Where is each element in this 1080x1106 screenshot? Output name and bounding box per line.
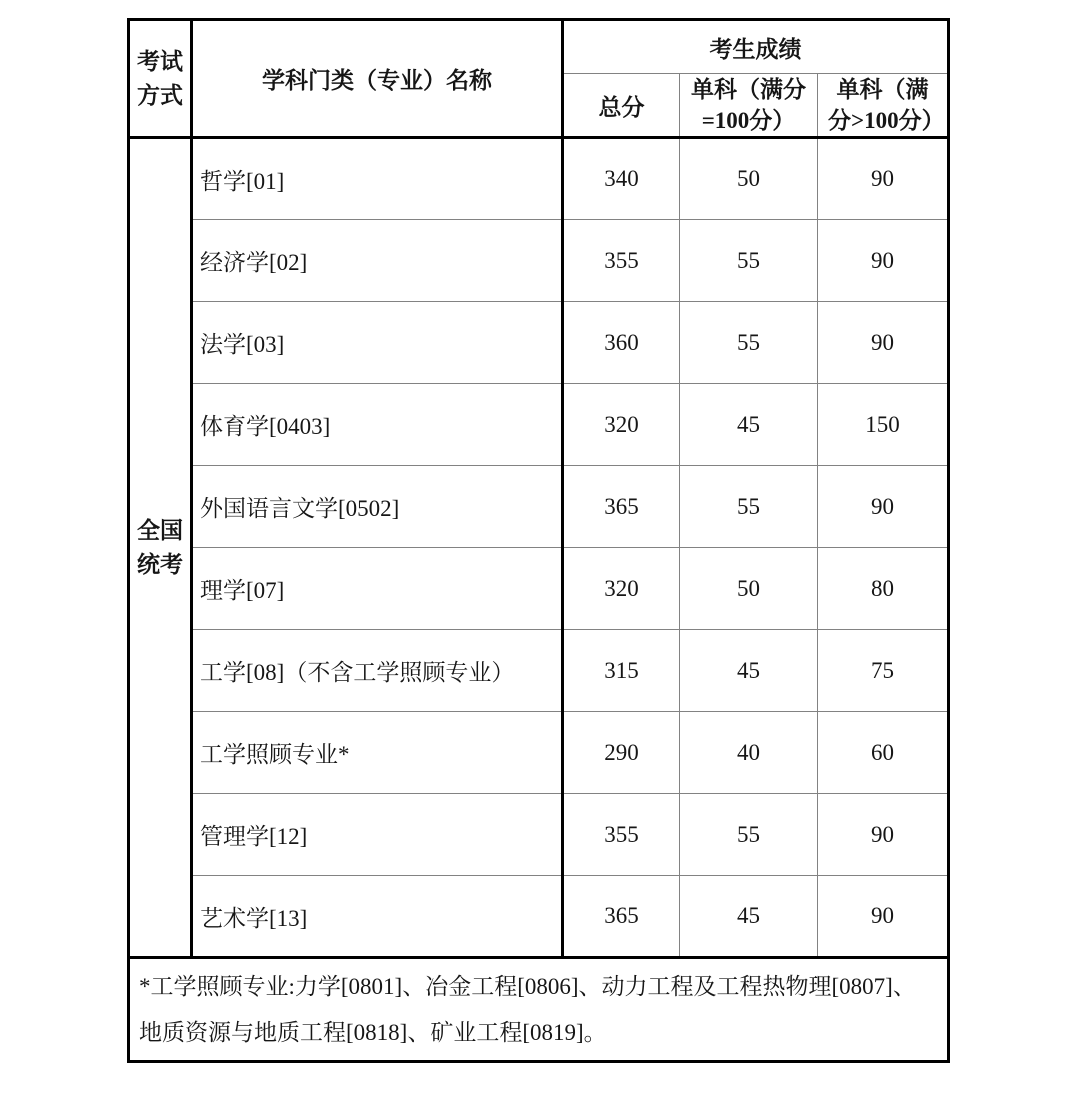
- discipline-cell: 体育学[0403]: [192, 384, 563, 466]
- single-over-100-cell: 90: [818, 220, 949, 302]
- total-score-cell: 315: [563, 630, 680, 712]
- discipline-cell: 艺术学[13]: [192, 876, 563, 958]
- total-score-cell: 365: [563, 466, 680, 548]
- single-100-cell: 55: [680, 220, 818, 302]
- discipline-cell: 法学[03]: [192, 302, 563, 384]
- single-100-cell: 55: [680, 466, 818, 548]
- discipline-cell: 工学照顾专业*: [192, 712, 563, 794]
- header-row-1: [129, 20, 949, 74]
- single-over-100-cell: 90: [818, 138, 949, 220]
- header-exam-method: 考试方式: [129, 20, 192, 138]
- footnote: *工学照顾专业:力学[0801]、冶金工程[0806]、动力工程及工程热物理[0807]、地质资源与地质工程[0818]、矿业工程[0819]。: [129, 958, 949, 1062]
- single-100-cell: 50: [680, 138, 818, 220]
- table-row: [129, 220, 949, 302]
- total-score-cell: 290: [563, 712, 680, 794]
- discipline-cell: 经济学[02]: [192, 220, 563, 302]
- single-over-100-cell: 75: [818, 630, 949, 712]
- single-over-100-cell: 150: [818, 384, 949, 466]
- header-single-subject-over-100: 单科（满分>100分）: [818, 74, 949, 138]
- single-100-cell: 45: [680, 876, 818, 958]
- header-discipline-name: 学科门类（专业）名称: [192, 20, 563, 138]
- single-over-100-cell: 90: [818, 302, 949, 384]
- total-score-cell: 355: [563, 794, 680, 876]
- single-over-100-cell: 90: [818, 876, 949, 958]
- single-over-100-cell: 90: [818, 466, 949, 548]
- single-over-100-cell: 80: [818, 548, 949, 630]
- total-score-cell: 360: [563, 302, 680, 384]
- discipline-cell: 哲学[01]: [192, 138, 563, 220]
- discipline-cell: 外国语言文学[0502]: [192, 466, 563, 548]
- single-100-cell: 40: [680, 712, 818, 794]
- single-100-cell: 45: [680, 384, 818, 466]
- table-row: [129, 466, 949, 548]
- single-100-cell: 55: [680, 794, 818, 876]
- discipline-cell: 管理学[12]: [192, 794, 563, 876]
- total-score-cell: 320: [563, 384, 680, 466]
- exam-type-cell: 全国统考: [129, 138, 192, 958]
- header-single-subject-100: 单科（满分=100分）: [680, 74, 818, 138]
- table-row: [129, 138, 949, 220]
- footnote-row: [129, 958, 949, 1062]
- table-row: [129, 876, 949, 958]
- total-score-cell: 365: [563, 876, 680, 958]
- discipline-cell: 工学[08]（不含工学照顾专业）: [192, 630, 563, 712]
- table-row: [129, 794, 949, 876]
- single-over-100-cell: 90: [818, 794, 949, 876]
- total-score-cell: 320: [563, 548, 680, 630]
- admission-score-table: [127, 18, 950, 1063]
- total-score-cell: 340: [563, 138, 680, 220]
- single-over-100-cell: 60: [818, 712, 949, 794]
- total-score-cell: 355: [563, 220, 680, 302]
- single-100-cell: 45: [680, 630, 818, 712]
- table-row: [129, 384, 949, 466]
- table-row: [129, 630, 949, 712]
- header-total-score: 总分: [563, 74, 680, 138]
- table-row: [129, 712, 949, 794]
- table-row: [129, 302, 949, 384]
- single-100-cell: 55: [680, 302, 818, 384]
- table-row: [129, 548, 949, 630]
- single-100-cell: 50: [680, 548, 818, 630]
- header-candidate-score: 考生成绩: [563, 20, 949, 74]
- discipline-cell: 理学[07]: [192, 548, 563, 630]
